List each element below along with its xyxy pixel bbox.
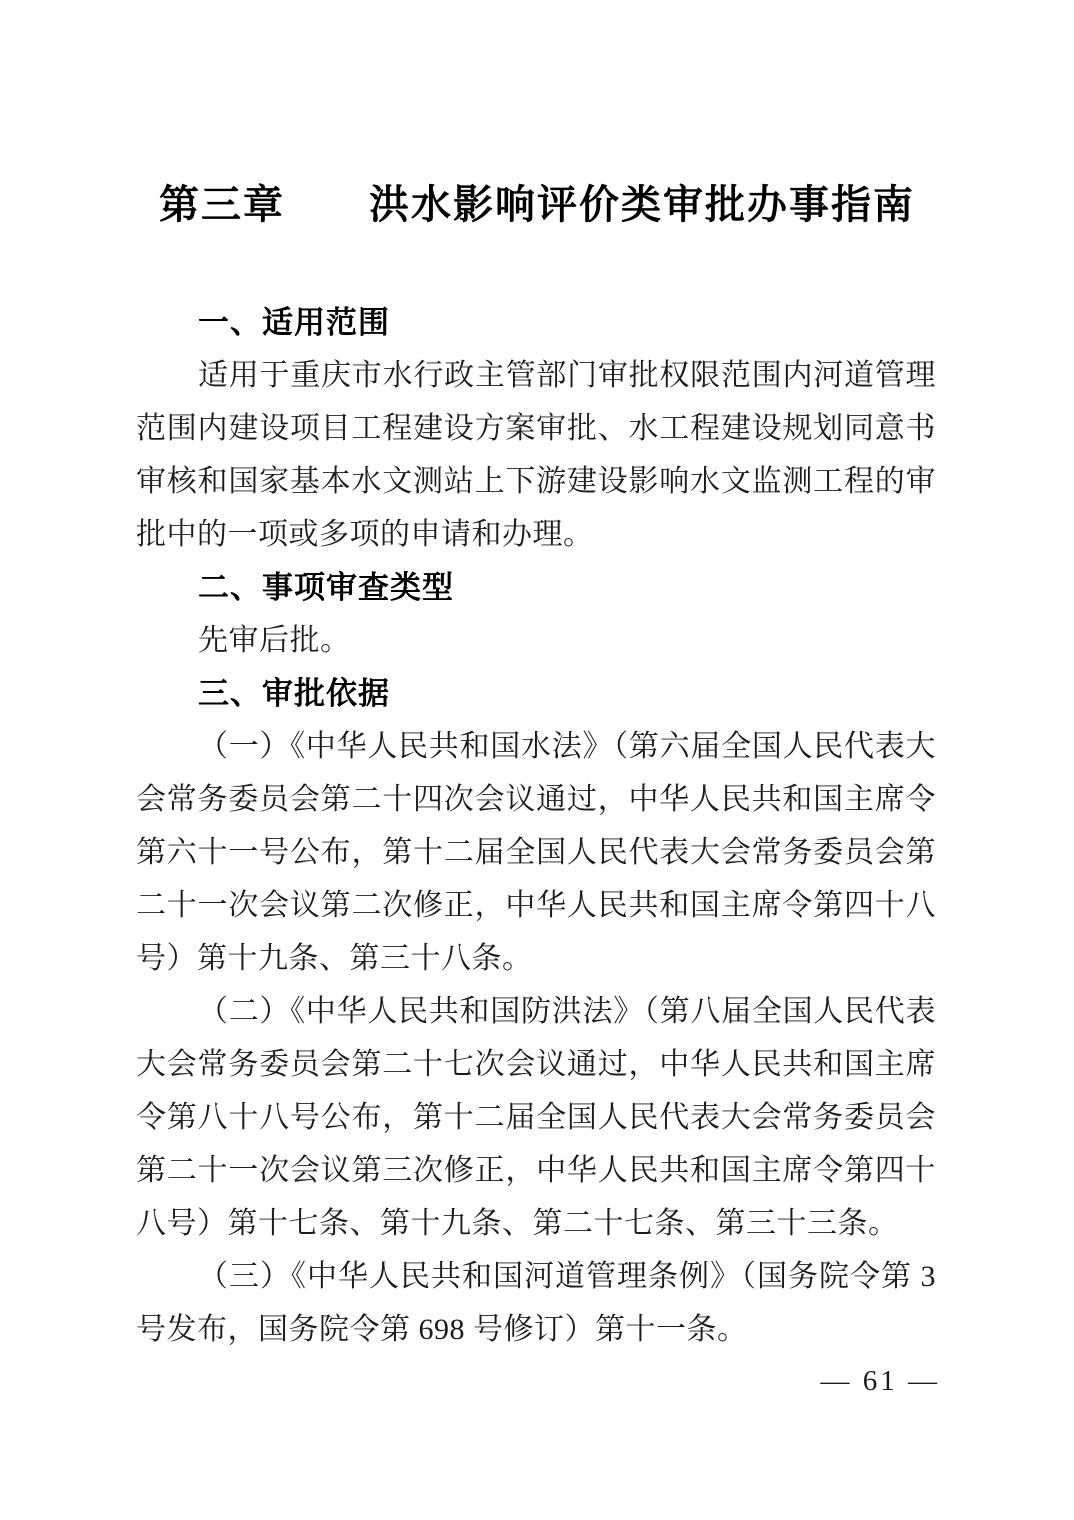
- document-body: [136, 296, 936, 1356]
- paragraph-basis-item-1: （一）《中华人民共和国水法》（第六届全国人民代表大会常务委员会第二十四次会议通过，中华人民共和国主席令第六十一号公布，第十二届全国人民代表大会常务委员会第二十一次会议第二次修正，中华人民共和国主席令第四十八号）第十九条、第三十八条。: [136, 730, 936, 975]
- page-number: — 61 —: [820, 1365, 940, 1397]
- section-heading-approval-basis: 三、审批依据: [198, 676, 390, 711]
- paragraph-basis-item-2: （二）《中华人民共和国防洪法》（第八届全国人民代表大会常务委员会第二十七次会议通过，中华人民共和国主席令第八十八号公布，第十二届全国人民代表大会常务委员会第二十一次会议第三次修正，中华人民共和国主席令第四十八号）第十七条、第十九条、第二十七条、第三十三条。: [136, 995, 936, 1240]
- section-heading-review-type: 二、事项审查类型: [198, 570, 454, 605]
- paragraph-review-type: 先审后批。: [198, 624, 351, 657]
- paragraph-basis-item-3: （三）《中华人民共和国河道管理条例》（国务院令第 3 号发布，国务院令第 698 号修订）第十一条。: [136, 1260, 936, 1346]
- chapter-title: 第三章 洪水影响评价类审批办事指南: [159, 183, 915, 227]
- section-heading-scope: 一、适用范围: [198, 305, 390, 340]
- paragraph-scope: 适用于重庆市水行政主管部门审批权限范围内河道管理范围内建设项目工程建设方案审批、水工程建设规划同意书审核和国家基本水文测站上下游建设影响水文监测工程的审批中的一项或多项的申请和办理。: [136, 359, 936, 551]
